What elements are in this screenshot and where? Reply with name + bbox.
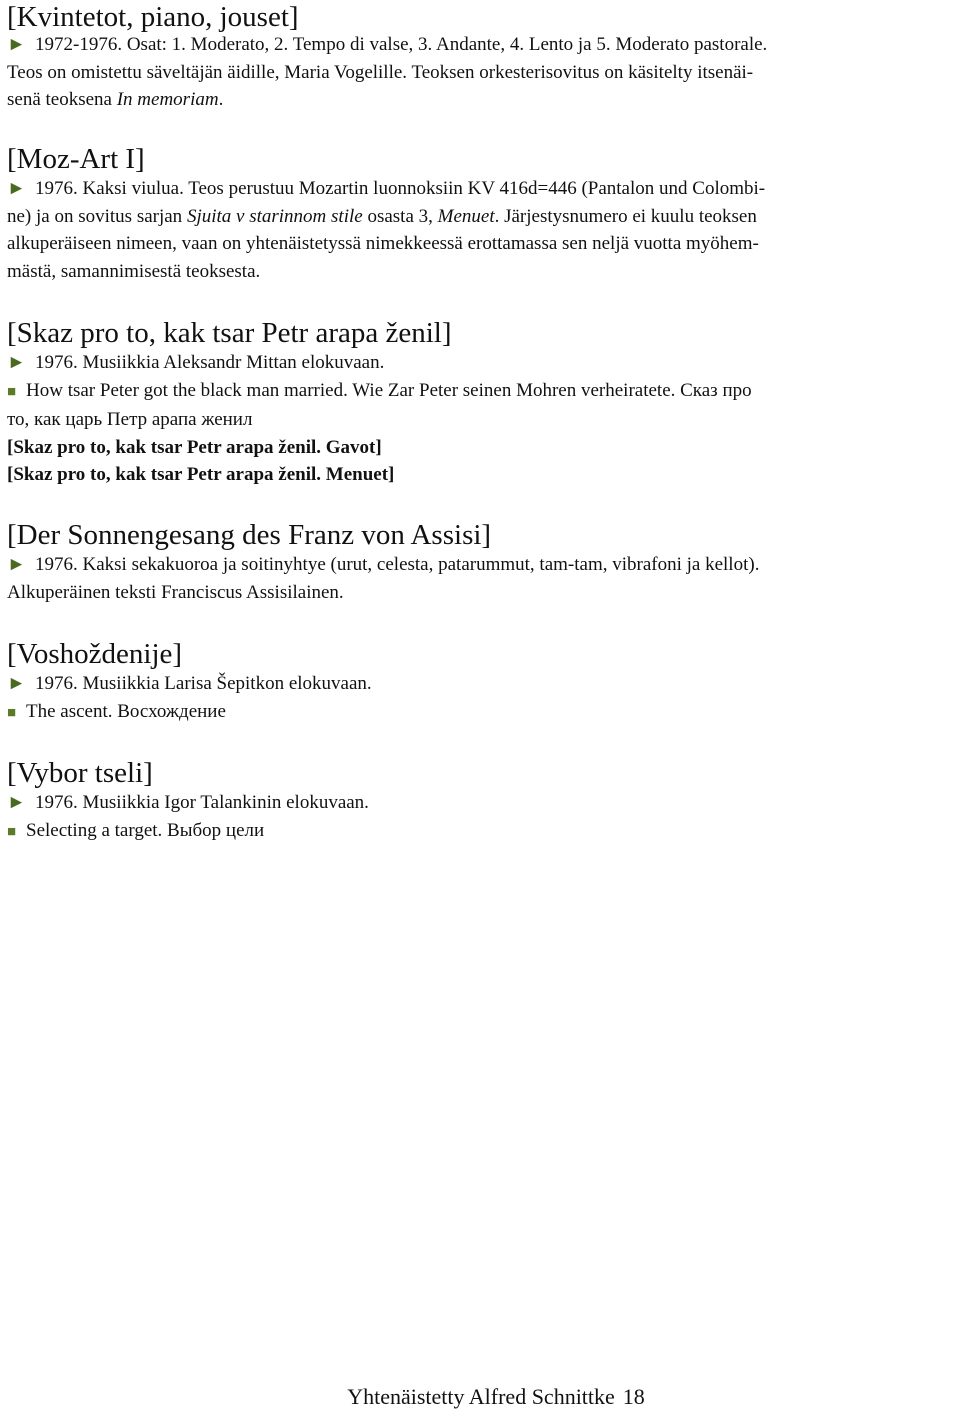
sub-title: [Skaz pro to, kak tsar Petr arapa ženil. Menuet] (7, 464, 395, 485)
play-marker-icon: ► (7, 178, 26, 199)
entry-voshozdenije (7, 637, 953, 727)
entry-moz-art (7, 142, 953, 285)
play-marker-icon: ► (7, 673, 26, 694)
entry-skaz (7, 316, 953, 489)
entry-description: ► 1976. Musiikkia Igor Talankinin elokuvaan. ■ Selecting a target. Выбор цели (7, 789, 953, 846)
square-marker-icon: ■ (7, 383, 17, 400)
sub-title: [Skaz pro to, kak tsar Petr arapa ženil. Gavot] (7, 436, 382, 458)
footer-title: Yhtenäistetty Alfred Schnittke (347, 1384, 615, 1409)
entry-description: ► 1976. Kaksi viulua. Teos perustuu Mozartin luonnoksiin KV 416d=446 (Pantalon und Colombi- ne) ja on sovitus sarjan Sjuita v starinnom stile osasta 3, Menuet. Järjestysnumero ei kuulu teoksen alkuperäiseen nimeen, vaan on yhtenäistetyssä nimekkeessä erottamassa sen neljä vuotta myöhem- mästä, samannimisestä teoksesta. (7, 175, 953, 285)
entry-description: ► 1972-1976. Osat: 1. Moderato, 2. Tempo di valse, 3. Andante, 4. Lento ja 5. Moderato pastorale. Teos on omistettu säveltäjän äidille, Maria Vogelille. Teoksen orkesterisovitus on käsitelty itsenäi- senä teoksena In memoriam. (7, 31, 953, 114)
page-footer (0, 1383, 960, 1411)
play-marker-icon: ► (7, 554, 26, 575)
entry-kvintetot (7, 0, 953, 114)
entry-vybor-tseli (7, 756, 953, 846)
play-marker-icon: ► (7, 352, 26, 373)
entry-description: ► 1976. Musiikkia Larisa Šepitkon elokuvaan. ■ The ascent. Восхождение (7, 670, 953, 727)
page-number: 18 (622, 1384, 645, 1409)
entry-title: [Vybor tseli] (7, 757, 153, 789)
entry-sonnengesang (7, 518, 953, 606)
square-marker-icon: ■ (7, 823, 17, 840)
entry-description: ► 1976. Musiikkia Aleksandr Mittan elokuvaan. ■ How tsar Peter got the black man married. Wie Zar Peter seinen Mohren verheiratete. Сказ про то, как царь Петр арапа женил [Skaz pro to, kak tsar Petr arapa ženil. Gavot] [Skaz pro to, kak tsar Petr arapa ženil. Menuet] (7, 349, 953, 489)
entry-title: [Der Sonnengesang des Franz von Assisi] (7, 519, 492, 551)
play-marker-icon: ► (7, 34, 26, 55)
entry-title: [Kvintetot, piano, jouset] (7, 1, 299, 33)
entry-description: ► 1976. Kaksi sekakuoroa ja soitinyhtye (urut, celesta, patarummut, tam-tam, vibrafoni ja kellot). Alkuperäinen teksti Franciscus Assisilainen. (7, 551, 953, 606)
entry-title: [Skaz pro to, kak tsar Petr arapa ženil] (7, 317, 452, 349)
square-marker-icon: ■ (7, 704, 17, 721)
entry-title: [Voshoždenije] (7, 638, 183, 670)
play-marker-icon: ► (7, 792, 26, 813)
entry-title: [Moz-Art I] (7, 143, 145, 175)
